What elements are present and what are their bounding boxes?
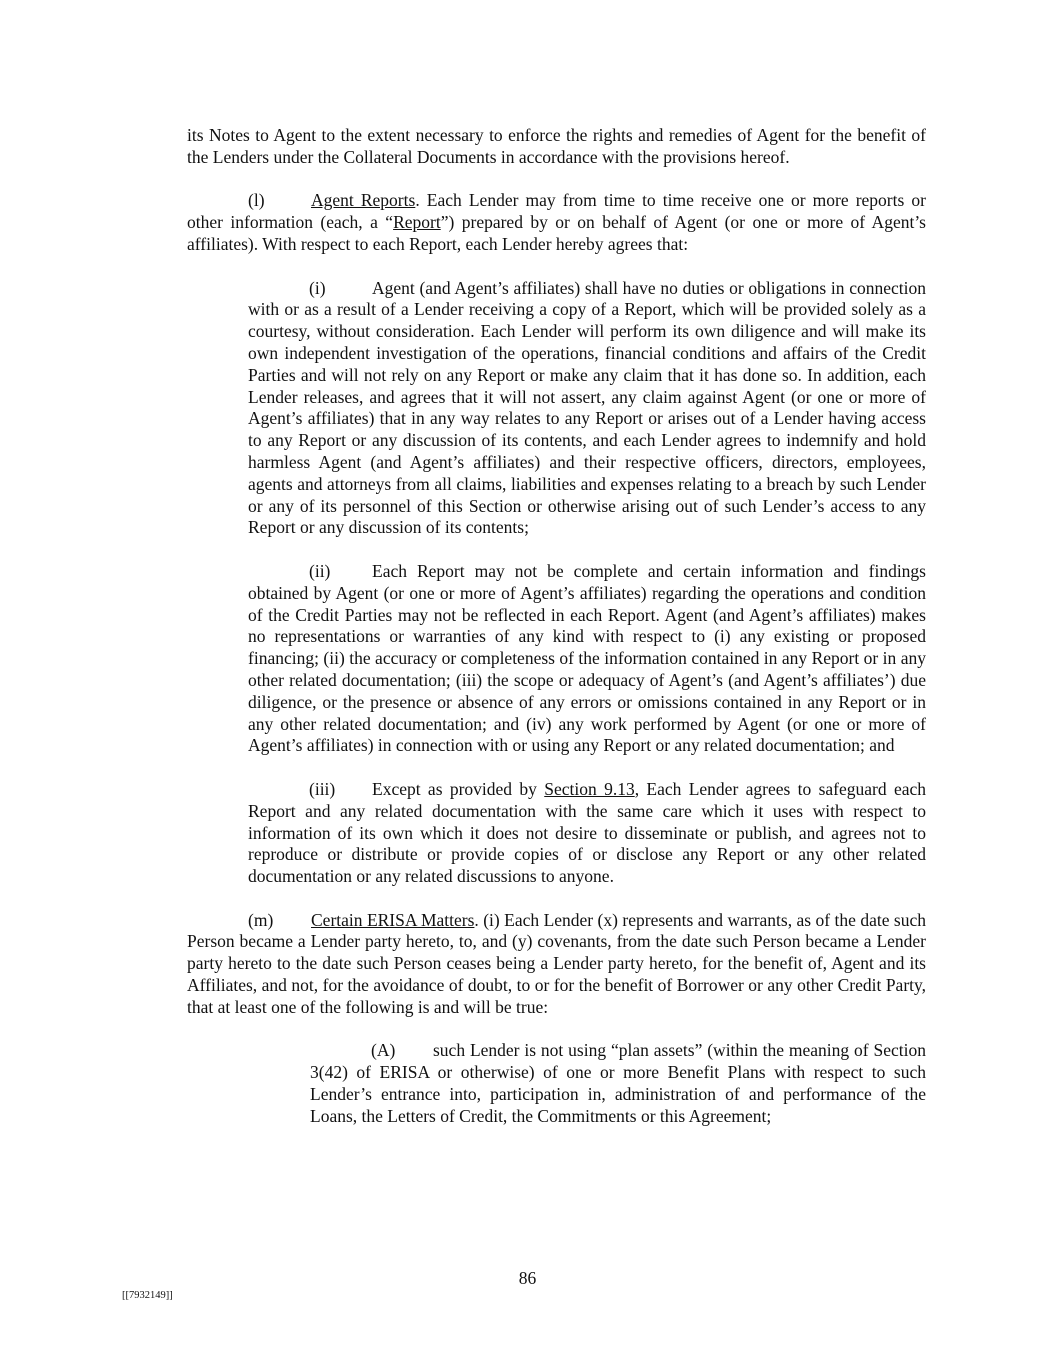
clause-iii-paragraph bbox=[248, 779, 926, 888]
clause-iii-text-after: , Each Lender agrees to safeguard each Report and any related documentation with the same care which it uses with respect to information of its own which it does not desire to disseminate or publish, and agrees not to reproduce or distribute or provide copies of or disclose any Report or any other related documentation or any related discussions to anyone. bbox=[248, 778, 927, 887]
clause-ii-text: Each Report may not be complete and certain information and findings obtained by Agent (or one or more of Agent’s affiliates) regarding the operations and condition of the Credit Parties may not be reflected in each Report. Agent (and Agent’s affiliates) makes no representations or warranties of any kind with respect to (i) any existing or proposed financing; (ii) the accuracy or completeness of the information contained in any Report or in any other related documentation; (iii) the scope or adequacy of Agent’s (and Agent’s affiliates’) due diligence, or the presence or absence of any errors or omissions contained in any Report or in any other related documentation; and (iv) any work performed by Agent (or one or more of Agent’s affiliates) in connection with or using any Report or any related documentation; and bbox=[248, 560, 926, 756]
subclause-a-paragraph bbox=[310, 1040, 926, 1127]
intro-paragraph: its Notes to Agent to the extent necessary to enforce the rights and remedies of Agent for the benefit of the Lenders under the Collateral Documents in accordance with the provisions hereof. bbox=[187, 125, 926, 167]
section-m-text: . (i) Each Lender (x) represents and warrants, as of the date such Person became a Lender party hereto, to, and (y) covenants, from the date such Person became a Lender party hereto to the date such Person ceases being a Lender party hereto, for the benefit of, Agent and its Affiliates, and not, for the avoidance of doubt, to or for the benefit of Borrower or any other Credit Party, that at least one of the following is and will be true: bbox=[187, 909, 926, 1017]
section-l-text-before: . Each Lender may from time to time receive one or more reports or other information (each, a “ bbox=[187, 190, 926, 233]
document-id: [[7932149]] bbox=[122, 1290, 173, 1301]
section-9-13-reference: Section 9.13 bbox=[544, 778, 635, 799]
clause-iii-text-before: Except as provided by bbox=[372, 778, 545, 799]
defined-term-report: Report bbox=[393, 212, 441, 233]
clause-i-text: Agent (and Agent’s affiliates) shall have no duties or obligations in connection with or as a result of a Lender receiving a copy of a Report, which will be provided solely as a courtesy, without consideration. Each Lender will perform its own diligence and will make its own independent investigation of the operations, financial conditions and affairs of the Credit Parties and will not rely on any Report or make any claim that it has done so. In addition, each Lender releases, and agrees that it will not assert, any claim against Agent (or one or more of Agent’s affiliates) that in any way relates to any Report or arises out of a Lender having access to any Report or any discussion of its contents, and each Lender agrees to indemnify and hold harmless Agent (and Agent’s affiliates) and their respective officers, directors, employees, agents and attorneys from all claims, liabilities and expenses relating to a breach by such Lender or any of its personnel of this Section or otherwise arising out of such Lender’s access to any Report or any discussion of its contents; bbox=[248, 277, 926, 538]
section-l-text-after: ”) prepared by or on behalf of Agent (or one or more of Agent’s affiliates). With respect to each Report, each Lender hereby agrees that: bbox=[187, 212, 926, 254]
page-number: 86 bbox=[518, 1268, 537, 1288]
clause-ii-paragraph bbox=[248, 561, 926, 757]
clause-iii-label: (iii) bbox=[309, 778, 336, 799]
document-body bbox=[187, 125, 926, 1128]
section-l-label: (l) bbox=[248, 190, 265, 211]
subclause-a-label: (A) bbox=[371, 1040, 396, 1061]
section-m-heading: Certain ERISA Matters bbox=[311, 909, 475, 930]
section-m-label: (m) bbox=[248, 909, 274, 930]
clause-i-paragraph bbox=[248, 278, 926, 540]
section-l-heading: Agent Reports bbox=[311, 190, 416, 211]
section-m-paragraph bbox=[187, 910, 926, 1019]
clause-i-label: (i) bbox=[309, 277, 326, 298]
clause-ii-label: (ii) bbox=[309, 560, 331, 581]
subclause-a-text: such Lender is not using “plan assets” (within the meaning of Section 3(42) of ERISA or otherwise) of one or more Benefit Plans with respect to such Lender’s entrance into, participation in, administration of and performance of the Loans, the Letters of Credit, the Commitments or this Agreement; bbox=[310, 1040, 926, 1126]
section-l-paragraph bbox=[187, 190, 926, 255]
